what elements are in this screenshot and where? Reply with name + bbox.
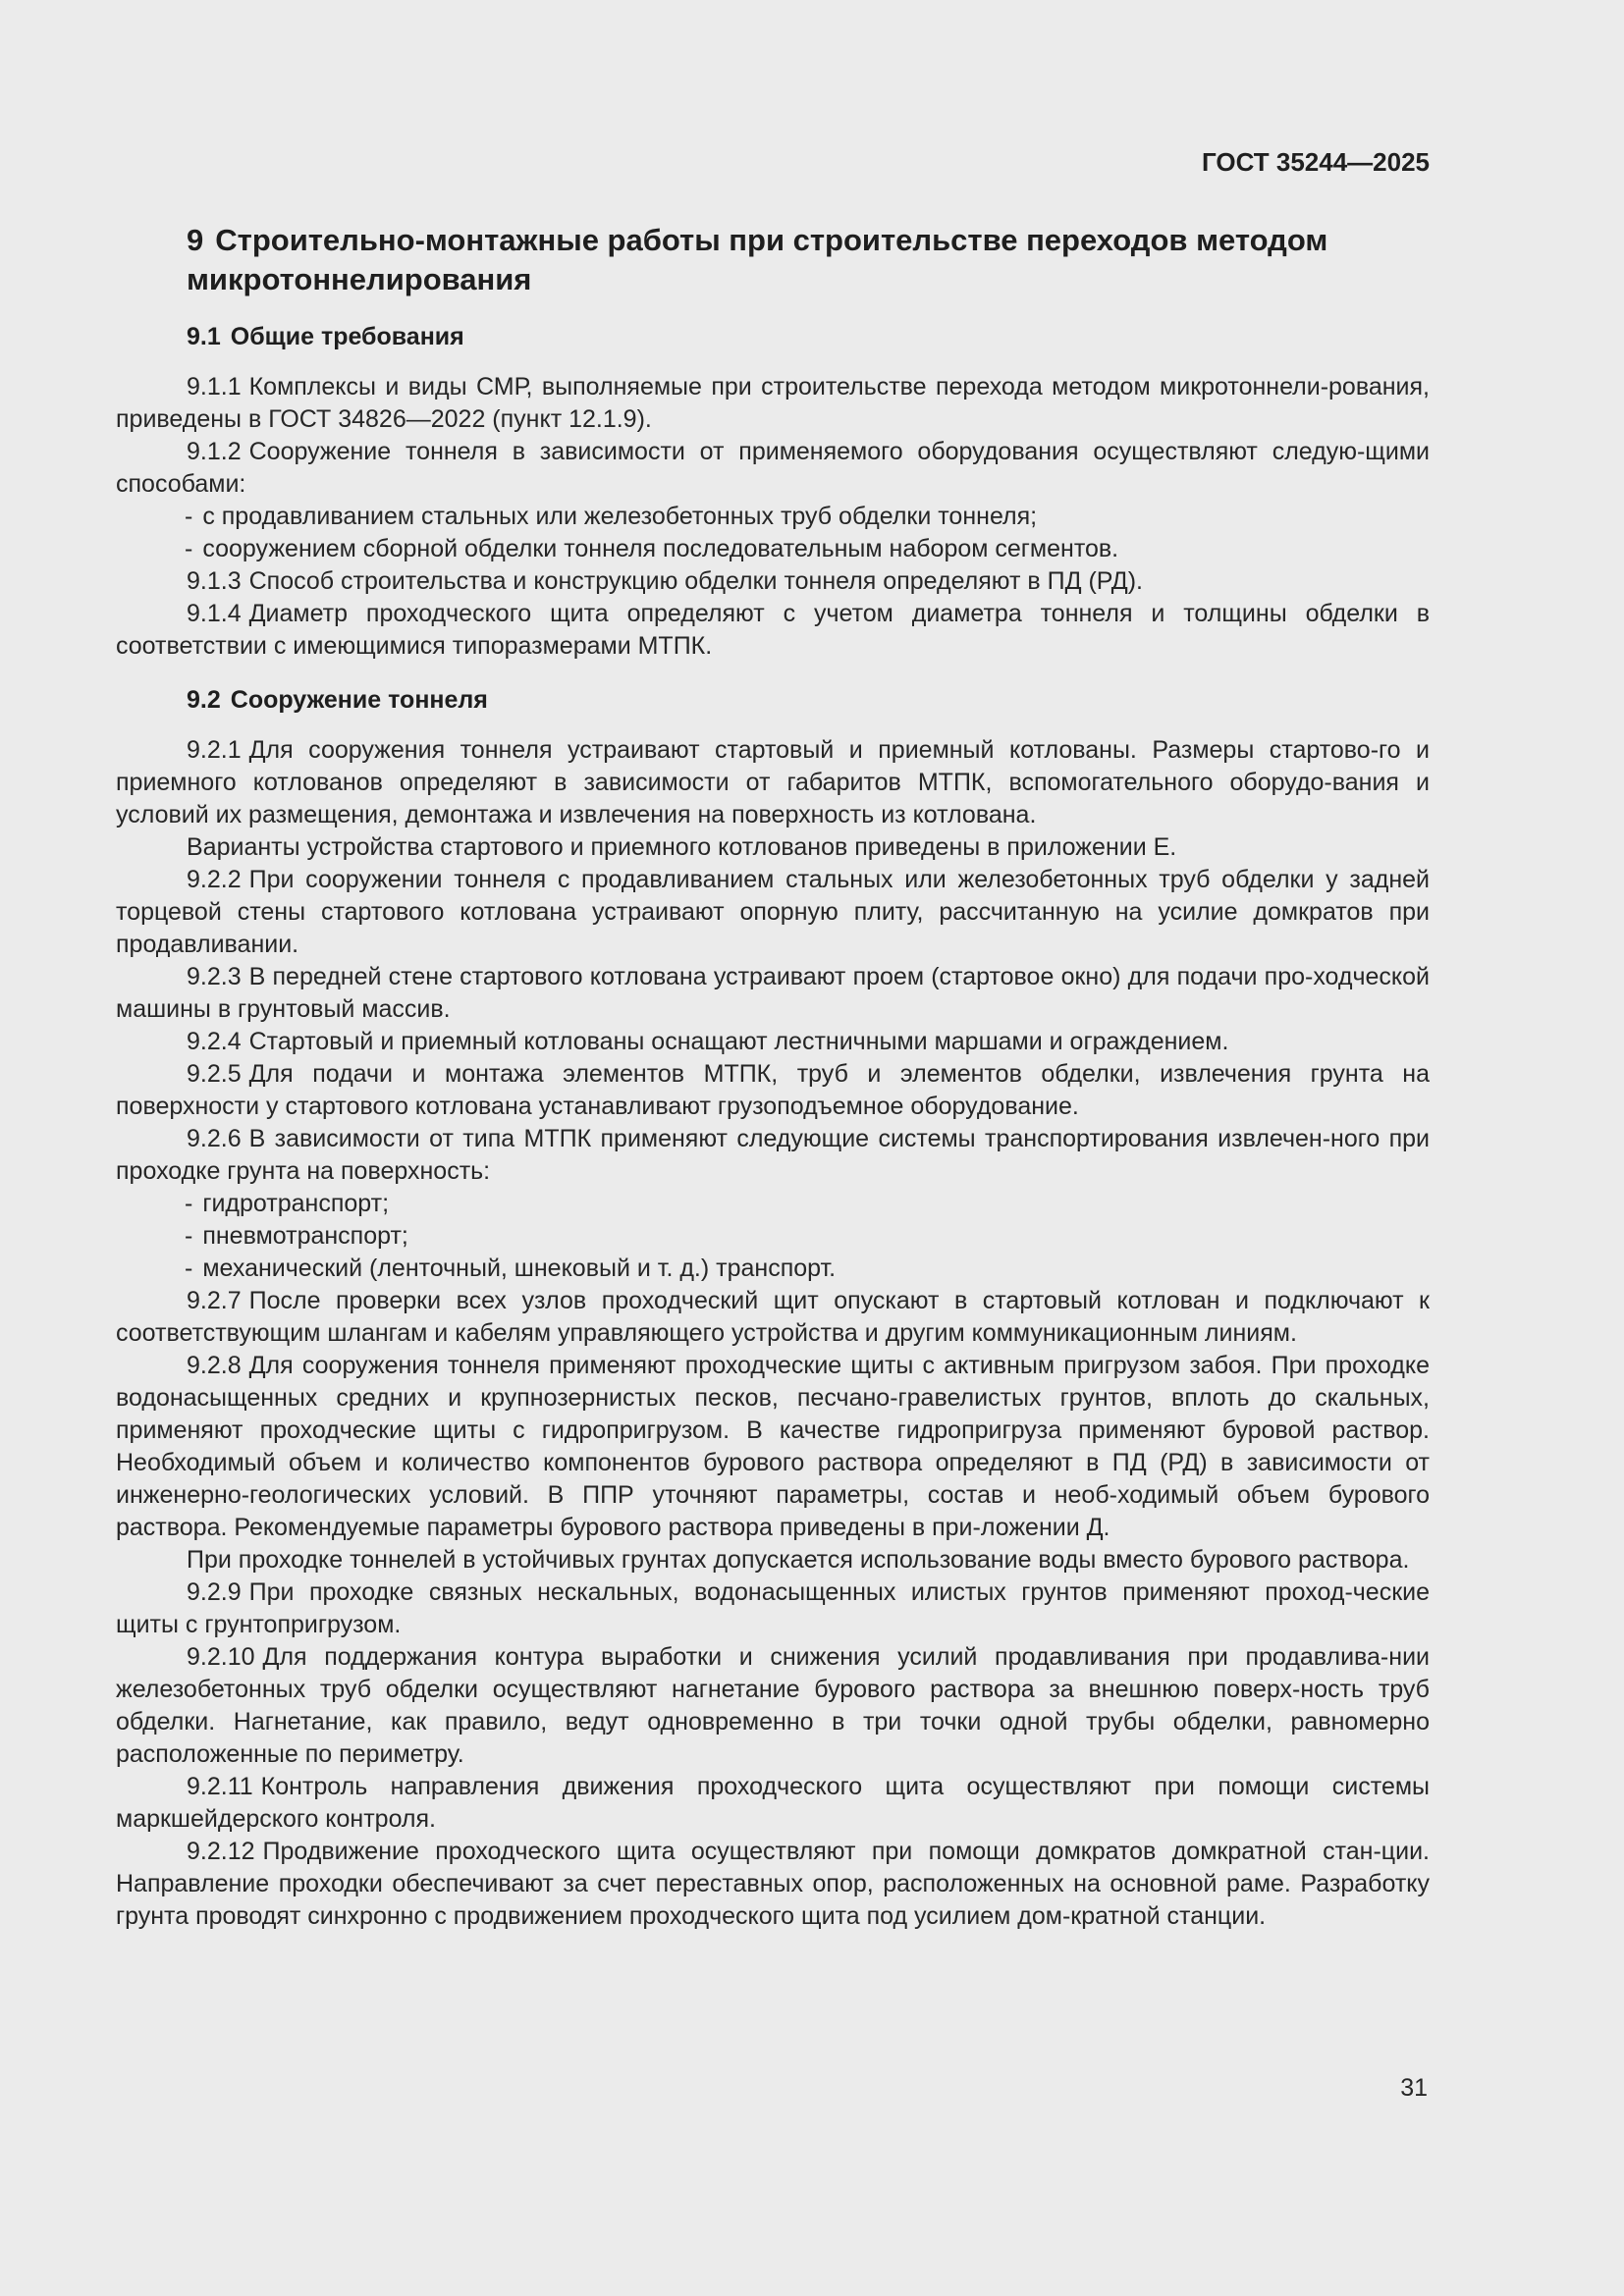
clause-text: Сооружение тоннеля в зависимости от применяемого оборудования осуществляют следую-щими способами: bbox=[116, 438, 1430, 498]
section-title: Строительно-монтажные работы при строительстве переходов методом микротоннелирования bbox=[187, 223, 1328, 296]
clause-number: 9.1.2 bbox=[187, 438, 242, 465]
subsection-heading-9-1 bbox=[116, 321, 1430, 353]
clause-number: 9.2.7 bbox=[187, 1287, 242, 1314]
clause-number: 9.1.3 bbox=[187, 567, 242, 595]
paragraph-9-1-3 bbox=[116, 565, 1430, 598]
clause-number: 9.2.2 bbox=[187, 866, 242, 893]
dash-bullet: - bbox=[185, 1255, 193, 1282]
subsection-number: 9.1 bbox=[187, 323, 221, 350]
list-item bbox=[116, 1253, 1430, 1285]
clause-text: При проходке связных нескальных, водонасыщенных илистых грунтов применяют проход-ческие щиты с грунтопригрузом. bbox=[116, 1578, 1430, 1638]
document-body bbox=[116, 221, 1430, 1954]
clause-number: 9.2.11 bbox=[187, 1773, 253, 1800]
list-item bbox=[116, 501, 1430, 533]
list-item bbox=[116, 1220, 1430, 1253]
clause-text: Диаметр проходческого щита определяют с учетом диаметра тоннеля и толщины обделки в соответствии с имеющимися типоразмерами МТПК. bbox=[116, 600, 1430, 660]
clause-text: Контроль направления движения проходческого щита осуществляют при помощи системы маркшейдерского контроля. bbox=[116, 1773, 1430, 1833]
subsection-body-9-2 bbox=[116, 734, 1430, 1933]
list-item-text: пневмотранспорт; bbox=[202, 1222, 408, 1250]
paragraph-9-2-1 bbox=[116, 734, 1430, 831]
clause-number: 9.1.1 bbox=[187, 373, 242, 400]
clause-number: 9.2.9 bbox=[187, 1578, 242, 1606]
clause-text: Для поддержания контура выработки и снижения усилий продавливания при продавлива-нии железобетонных труб обделки осуществляют нагнетание бурового раствора за внешнюю поверх-ность труб обделки. Нагнетание, как правило, ведут одновременно в три точки одной трубы обделки, равномерно расположенные по периметру. bbox=[116, 1643, 1430, 1768]
subsection-title: Сооружение тоннеля bbox=[230, 686, 488, 714]
clause-number: 9.2.8 bbox=[187, 1352, 242, 1379]
dash-bullet: - bbox=[185, 535, 193, 562]
clause-text: В передней стене стартового котлована устраивают проем (стартовое окно) для подачи про-ходческой машины в грунтовый массив. bbox=[116, 963, 1430, 1023]
clause-text: При проходке тоннелей в устойчивых грунтах допускается использование воды вместо бурового раствора. bbox=[187, 1546, 1410, 1574]
dash-bullet: - bbox=[185, 1190, 193, 1217]
paragraph-9-2-6 bbox=[116, 1123, 1430, 1188]
clause-text: Для подачи и монтажа элементов МТПК, труб и элементов обделки, извлечения грунта на поверхности у стартового котлована устанавливают грузоподъемное оборудование. bbox=[116, 1060, 1430, 1120]
section-number: 9 bbox=[187, 223, 204, 257]
paragraph-9-1-4 bbox=[116, 598, 1430, 663]
subsection-number: 9.2 bbox=[187, 686, 221, 714]
paragraph-9-2-11 bbox=[116, 1771, 1430, 1836]
clause-text: Для сооружения тоннеля применяют проходческие щиты с активным пригрузом забоя. При проходке водонасыщенных средних и крупнозернистых песков, песчано-гравелистых грунтов, вплоть до скальных, применяют проходческие щиты с гидропригрузом. В качестве гидропригруза применяют буровой раствор. Необходимый объем и количество компонентов бурового раствора определяют в ПД (РД) в зависимости от инженерно-геологических условий. В ППР уточняют параметры, состав и необ-ходимый объем бурового раствора. Рекомендуемые параметры бурового раствора приведены в при-ложении Д. bbox=[116, 1352, 1430, 1541]
clause-number: 9.1.4 bbox=[187, 600, 242, 627]
paragraph-9-2-8-note bbox=[116, 1544, 1430, 1576]
paragraph-9-2-12 bbox=[116, 1836, 1430, 1933]
paragraph-9-2-8 bbox=[116, 1350, 1430, 1544]
subsection-title: Общие требования bbox=[230, 323, 464, 350]
clause-number: 9.2.4 bbox=[187, 1028, 242, 1055]
section-heading bbox=[116, 221, 1430, 299]
clause-text: В зависимости от типа МТПК применяют следующие системы транспортирования извлечен-ного при проходке грунта на поверхность: bbox=[116, 1125, 1430, 1185]
dash-bullet: - bbox=[185, 503, 193, 530]
clause-number: 9.2.5 bbox=[187, 1060, 242, 1088]
list-item bbox=[116, 533, 1430, 565]
clause-text: Стартовый и приемный котлованы оснащают лестничными маршами и ограждением. bbox=[248, 1028, 1229, 1055]
paragraph-9-2-4 bbox=[116, 1026, 1430, 1058]
paragraph-9-2-10 bbox=[116, 1641, 1430, 1771]
paragraph-9-2-2 bbox=[116, 864, 1430, 961]
paragraph-9-1-2 bbox=[116, 436, 1430, 501]
clause-number: 9.2.3 bbox=[187, 963, 242, 990]
paragraph-9-2-7 bbox=[116, 1285, 1430, 1350]
document-header: ГОСТ 35244—2025 bbox=[1202, 147, 1430, 177]
clause-number: 9.2.10 bbox=[187, 1643, 255, 1671]
paragraph-9-2-1-note bbox=[116, 831, 1430, 864]
paragraph-9-1-1 bbox=[116, 371, 1430, 436]
list-item-text: механический (ленточный, шнековый и т. д.) транспорт. bbox=[202, 1255, 837, 1282]
clause-text: Варианты устройства стартового и приемного котлованов приведены в приложении Е. bbox=[187, 833, 1177, 861]
list-item-text: сооружением сборной обделки тоннеля последовательным набором сегментов. bbox=[202, 535, 1119, 562]
clause-number: 9.2.12 bbox=[187, 1838, 255, 1865]
clause-number: 9.2.6 bbox=[187, 1125, 242, 1152]
subsection-body-9-1 bbox=[116, 371, 1430, 663]
dash-bullet: - bbox=[185, 1222, 193, 1250]
clause-text: Продвижение проходческого щита осуществляют при помощи домкратов домкратной стан-ции. Направление проходки обеспечивают за счет переставных опор, расположенных на основной раме. Разработку грунта проводят синхронно с продвижением проходческого щита под усилием дом-кратной станции. bbox=[116, 1838, 1430, 1930]
paragraph-9-2-9 bbox=[116, 1576, 1430, 1641]
clause-number: 9.2.1 bbox=[187, 736, 242, 764]
paragraph-9-2-5 bbox=[116, 1058, 1430, 1123]
list-item-text: с продавливанием стальных или железобетонных труб обделки тоннеля; bbox=[202, 503, 1038, 530]
subsection-heading-9-2 bbox=[116, 684, 1430, 717]
clause-text: Комплексы и виды СМР, выполняемые при строительстве перехода методом микротоннели-рования, приведены в ГОСТ 34826—2022 (пункт 12.1.9). bbox=[116, 373, 1430, 433]
paragraph-9-2-3 bbox=[116, 961, 1430, 1026]
clause-text: После проверки всех узлов проходческий щит опускают в стартовый котлован и подключают к соответствующим шлангам и кабелям управляющего устройства и другим коммуникационным линиям. bbox=[116, 1287, 1430, 1347]
page-number: 31 bbox=[1400, 2074, 1428, 2102]
list-item bbox=[116, 1188, 1430, 1220]
list-item-text: гидротранспорт; bbox=[202, 1190, 390, 1217]
clause-text: При сооружении тоннеля с продавливанием стальных или железобетонных труб обделки у задней торцевой стены стартового котлована устраивают опорную плиту, рассчитанную на усилие домкратов при продавливании. bbox=[116, 866, 1430, 958]
clause-text: Для сооружения тоннеля устраивают стартовый и приемный котлованы. Размеры стартово-го и приемного котлованов определяют в зависимости от габаритов МТПК, вспомогательного оборудо-вания и условий их размещения, демонтажа и извлечения на поверхность из котлована. bbox=[116, 736, 1430, 828]
clause-text: Способ строительства и конструкцию обделки тоннеля определяют в ПД (РД). bbox=[248, 567, 1143, 595]
